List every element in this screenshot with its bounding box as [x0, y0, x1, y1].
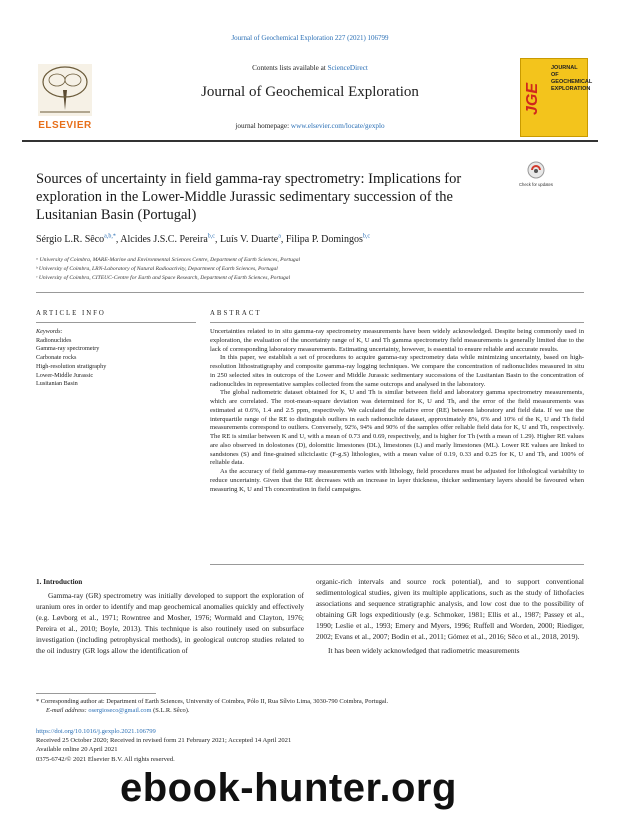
- cover-abbr: JGE: [524, 82, 541, 115]
- publication-info: [36, 727, 576, 764]
- abstract-paragraph: In this paper, we establish a set of procedures to acquire gamma-ray spectrometry data while minimizing uncertainty, based on high-resolution lithostratigraphy and composite gamma-ray logging techniques. We compare the concentration of radionuclides measured in situ in 250 selected sites in outcrops of the Lower and Middle Jurassic sedimentary successions of the Lusitanian Basin to the concentration of radionuclides in representative samples collected from the same outcrops and analysed in the laboratory.: [210, 354, 584, 388]
- affiliation: ᵃ University of Coimbra, MARE-Marine and Environmental Sciences Centre, Department of Earth Sciences, Portugal: [36, 257, 301, 263]
- abstract-bottom-rule: [210, 564, 584, 565]
- header-rule: [22, 140, 598, 142]
- keyword: Gamma-ray spectrometry: [36, 345, 100, 353]
- introduction-heading: 1. Introduction: [36, 578, 83, 586]
- author: Luís V. Duarte$^a$,: [219, 234, 286, 246]
- author: Filipa P. Domingos$^{b,c}$: [285, 234, 371, 246]
- footnote-rule: [36, 693, 156, 694]
- keyword: High-resolution stratigraphy: [36, 362, 107, 370]
- corresponding-author-note: * Corresponding author at: Department of Earth Sciences, University of Coimbra, Pólo II, Rua Sílvio Lima, 3030-790 Coimbra, Portugal.: [36, 698, 389, 705]
- article-title: Sources of uncertainty in field gamma-ray spectrometry: Implications for exploration in the Lower-Middle Jurassic sedimentary succession of the Lusitanian Basin (Portugal): [36, 171, 462, 223]
- keyword: Radionuclides: [36, 336, 72, 344]
- body-column-left: [36, 591, 304, 656]
- abstract-text: [210, 328, 584, 494]
- online-date: Available online 20 April 2021: [36, 746, 118, 754]
- elsevier-wordmark: ELSEVIER: [38, 120, 92, 131]
- article-info-rule: [36, 322, 196, 323]
- email-line: [36, 706, 576, 715]
- body-paragraph: It has been widely acknowledged that radiometric measurements: [328, 646, 520, 656]
- body-paragraph: Gamma-ray (GR) spectrometry was initially developed to support the exploration of uranium ores in order to identify and map geochemical anomalies quickly and effectively (e.g. Løvborg et al., 1971; Rowntree and Mosher, 1976; Wormald and Clayton, 1976; Pereira et al., 2010; Boyle, 2013). This technique is also routinely used on subsurface investigation (including petrophysical methods), in geological outcrop studies related to the oil industry (GR logs allow the identification of: [36, 591, 304, 655]
- email-suffix: (S.L.R. Sêco).: [151, 707, 190, 714]
- abstract-paragraph: The global radiometric dataset obtained for K, U and Th is similar between field and laboratory gamma spectrometry measurements, which are correlated. The root-mean-square deviation was determined for K, U and Th, and the error of the field measurements was estimated at 0.6%, 1.4 and 2.5 ppm, respectively. We calculated the relative error (RE) between laboratory and field data. If we use the interquartile range of the RE to distinguish outliers in each radionuclide dataset, approximately 8%, 6% and 10% of the K, U and Th field measurements correspond to outliers. Conversely, 92%, 94% and 90% of the samples offer reliable field data for K, U and Th, respectively. The RE is similar between K and U, with a mean of 0.73 and 0.69, respectively, and is higher for Th (with a mean of 1.29). Higher RE values are also observed in dolostones (D), dolomitic limestones (DL), limestones (L) and marly limestones (ML). Lower RE values are linked to sandstones (S) and fine-grained siliciclastic (F-g.S) lithologies, with a mean value of 0.19, 0.33 and 0.25 for K, U and Th, and 100% of reliable data.: [210, 389, 584, 467]
- keyword: Lusitanian Basin: [36, 380, 78, 388]
- doi-link[interactable]: https://doi.org/10.1016/j.gexplo.2021.106799: [36, 728, 156, 735]
- keyword: Carbonate rocks: [36, 354, 77, 362]
- sciencedirect-link[interactable]: ScienceDirect: [327, 64, 368, 72]
- affiliation: ᵇ University of Coimbra, LRN-Laboratory of Natural Radioactivity, Department of Earth Sciences, Portugal: [36, 266, 278, 272]
- contents-line: [110, 64, 510, 72]
- cover-title: JOURNAL OF GEOCHEMICAL EXPLORATION: [551, 65, 593, 92]
- article-info-heading: ARTICLE INFO: [36, 310, 106, 317]
- email-link[interactable]: osergioseco@gmail.com: [88, 707, 152, 714]
- body-column-right: [316, 577, 584, 657]
- keywords-block: [36, 328, 196, 389]
- abstract-paragraph: Uncertainties related to in situ gamma-ray spectrometry measurements have been widely acknowledged. Despite being commonly used in exploration, the evaluation of the uncertainty range of K, U and Th gamma spectrometry field measurements is generally limited due to the lack of corresponding laboratory measurements. Estimating uncertainty, however, is essential to ensure reliable and accurate results.: [210, 328, 584, 353]
- elsevier-logo: [30, 60, 100, 134]
- journal-reference[interactable]: Journal of Geochemical Exploration 227 (2021) 106799: [231, 34, 389, 42]
- homepage-prefix: journal homepage:: [235, 122, 291, 130]
- affiliations: [36, 256, 576, 283]
- keyword: Lower-Middle Jurassic: [36, 371, 94, 379]
- check-updates-label: Check for updates: [519, 182, 553, 187]
- homepage-line: [110, 122, 510, 130]
- author: Sérgio L.R. Sêco$^{a,b,*}$,: [36, 234, 121, 246]
- section-rule: [36, 292, 584, 293]
- author-list: [36, 234, 576, 245]
- body-paragraph: organic-rich intervals and source rock potential), and to support conventional sedimentological studies, given its multiple applications, such as the study of lithofacies associations and sequence stratigraphic analysis, and low cost due to the possibility of obtaining GR logs expeditiously (e.g. Schmoker, 1981; Ellis et al., 1987; Passey et al., 1990; Leslie et al., 1993; Emery and Myers, 1996; Ruffell and Worden, 2000; Riediger, 2002; Evans et al., 2007; Bodin et al., 2011; Gómez et al., 2016; Sêco et al., 2018, 2019).: [316, 577, 584, 641]
- abstract-paragraph: As the accuracy of field gamma-ray measurements varies with lithology, field procedures must be adjusted for lithological variability to reduce uncertainty. Given that the RE decreases with an increase in layer thickness, thicker sedimentary layers should be favoured when measuring K, U and Th concentration in field campaigns.: [210, 468, 584, 493]
- affiliation: ᶜ University of Coimbra, CITEUC-Centre for Earth and Space Research, Department of Earth Sciences, Portugal: [36, 275, 291, 281]
- footnote: [36, 697, 576, 715]
- homepage-link[interactable]: www.elsevier.com/locate/gexplo: [290, 122, 385, 130]
- watermark: ebook-hunter.org: [120, 766, 457, 810]
- journal-name: Journal of Geochemical Exploration: [201, 84, 419, 100]
- journal-cover: [520, 58, 593, 137]
- copyright: 0375-6742/© 2021 Elsevier B.V. All rights reserved.: [36, 755, 175, 763]
- check-for-updates-badge[interactable]: [520, 158, 552, 190]
- received-dates: Received 25 October 2020; Received in revised form 21 February 2021; Accepted 14 April 2021: [36, 737, 292, 745]
- keywords-label: Keywords:: [36, 328, 63, 335]
- abstract-heading: ABSTRACT: [210, 310, 262, 317]
- email-label: E-mail address:: [46, 707, 89, 714]
- contents-prefix: Contents lists available at: [252, 64, 328, 72]
- abstract-rule: [210, 322, 584, 323]
- author: Alcides J.S.C. Pereira$^{b,c}$,: [120, 234, 220, 246]
